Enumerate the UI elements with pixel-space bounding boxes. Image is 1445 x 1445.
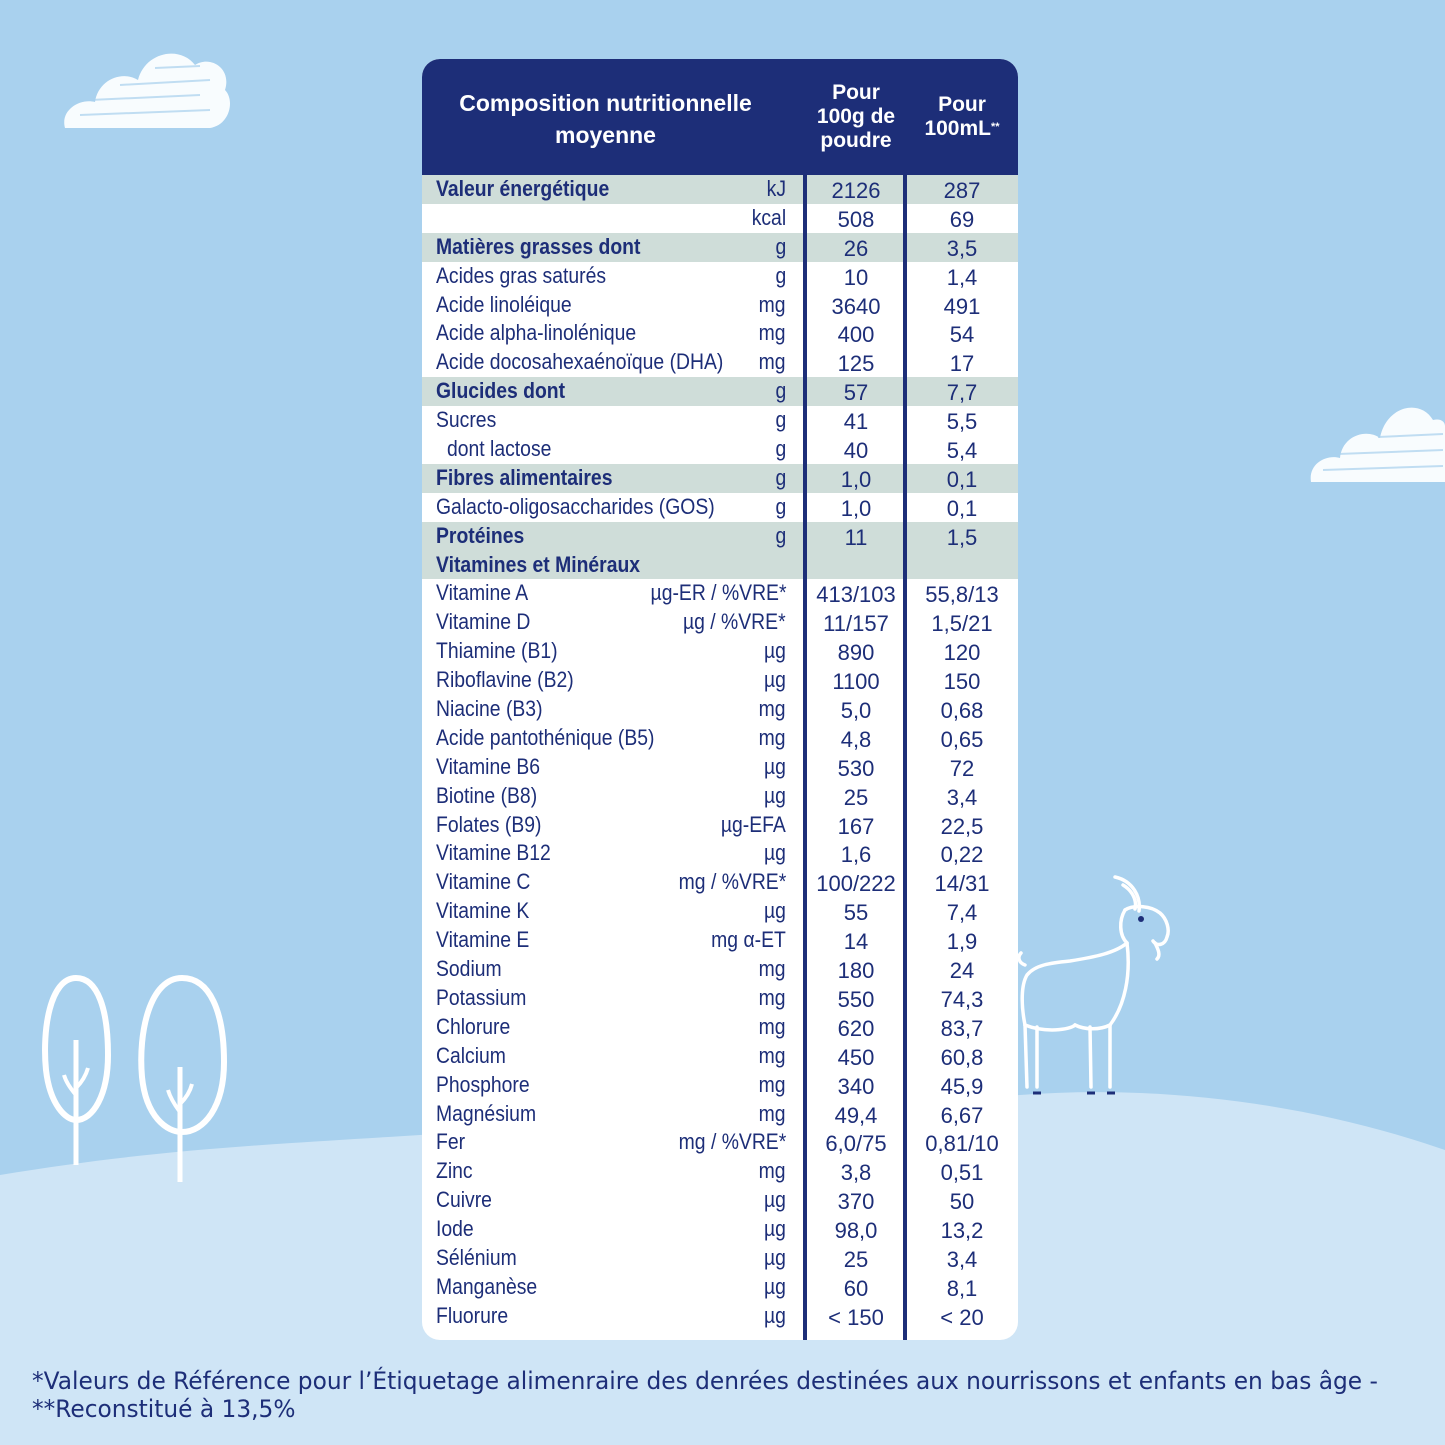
row-unit: µg <box>764 1302 786 1328</box>
table-row <box>422 1302 1018 1331</box>
value-per-100g: 11 <box>844 524 868 550</box>
value-per-100g: 60 <box>843 1275 869 1301</box>
value-per-100ml: 83,7 <box>940 1015 984 1041</box>
value-per-100ml: 3,4 <box>946 1246 978 1272</box>
table-row <box>422 579 1018 608</box>
row-unit: µg / %VRE* <box>683 609 786 635</box>
row-unit: g <box>775 407 786 433</box>
row-label: Calcium <box>436 1042 506 1068</box>
row-label: Acides gras saturés <box>436 262 607 288</box>
table-row <box>422 1215 1018 1244</box>
value-per-100ml: 0,1 <box>946 495 978 521</box>
value-per-100g: 10 <box>843 264 869 290</box>
row-label: Chlorure <box>436 1013 511 1039</box>
row-unit: µg <box>764 782 786 808</box>
value-per-100g: 6,0/75 <box>825 1131 887 1157</box>
row-label: Vitamine A <box>436 580 529 606</box>
row-unit: mg <box>759 724 786 750</box>
row-unit: mg <box>759 320 786 346</box>
value-per-100ml: 0,65 <box>940 726 984 752</box>
table-row <box>422 406 1018 435</box>
row-unit: mg <box>759 696 786 722</box>
value-per-100ml: < 20 <box>940 1304 984 1330</box>
row-label: Manganèse <box>436 1273 538 1299</box>
value-per-100ml: 7,4 <box>946 900 978 926</box>
value-per-100g: 25 <box>843 784 869 810</box>
header-per-100ml-mark: ** <box>990 121 1000 133</box>
row-unit: µg <box>764 1273 786 1299</box>
tree-icon <box>38 970 118 1170</box>
tree-icon <box>132 972 232 1187</box>
table-row <box>422 666 1018 695</box>
row-label: Folates (B9) <box>436 811 542 837</box>
table-row <box>422 493 1018 522</box>
table-row <box>422 1273 1018 1302</box>
table-row <box>422 811 1018 840</box>
row-unit: µg <box>764 1216 786 1242</box>
row-unit: mg <box>759 349 786 375</box>
footnote-line-2: **Reconstitué à 13,5% <box>32 1395 296 1423</box>
row-label: Niacine (B3) <box>436 696 543 722</box>
table-row <box>422 1071 1018 1100</box>
row-label: Acide pantothénique (B5) <box>436 724 655 750</box>
row-unit: mg <box>759 1100 786 1126</box>
table-row <box>422 435 1018 464</box>
table-row <box>422 608 1018 637</box>
value-per-100ml: 3,4 <box>946 784 978 810</box>
table-row <box>422 984 1018 1013</box>
value-per-100g: 41 <box>843 409 869 435</box>
value-per-100ml: 491 <box>943 293 981 319</box>
header-per-100g: Pour 100g de poudre <box>816 81 896 152</box>
header-composition: Composition nutritionnelle moyenne <box>459 90 752 148</box>
row-label: Vitamine B6 <box>436 753 541 779</box>
value-per-100g: 98,0 <box>834 1218 878 1244</box>
table-row <box>422 175 1018 204</box>
row-unit: kcal <box>751 204 786 230</box>
header-per-100ml <box>906 93 1018 141</box>
row-label: Valeur énergétique <box>436 176 610 201</box>
value-per-100ml: 1,9 <box>946 929 978 955</box>
row-label: Acide linoléique <box>436 291 572 317</box>
row-unit: mg <box>759 291 786 317</box>
row-label: Sélénium <box>436 1244 517 1270</box>
value-per-100ml: 150 <box>943 669 981 695</box>
table-row <box>422 868 1018 897</box>
row-label: Vitamine E <box>436 927 530 953</box>
row-unit: mg <box>759 956 786 982</box>
header-per-100ml-label: Pour 100mL <box>924 93 991 140</box>
table-header <box>422 59 1018 175</box>
value-per-100g: 400 <box>837 322 875 348</box>
row-unit: µg <box>764 638 786 664</box>
cloud-icon <box>1308 392 1445 487</box>
value-per-100g: 49,4 <box>834 1102 878 1128</box>
value-per-100g: 413/103 <box>816 582 896 608</box>
row-label: Vitamine C <box>436 869 531 895</box>
table-row <box>422 1244 1018 1273</box>
value-per-100ml: 55,8/13 <box>925 582 999 608</box>
row-unit: g <box>775 233 786 259</box>
row-label: Glucides dont <box>436 378 566 404</box>
table-row <box>422 637 1018 666</box>
row-unit: mg <box>759 1071 786 1097</box>
footnote-line-1: *Valeurs de Référence pour l’Étiquetage alimenraire des denrées destinées aux nourrissons et enfants en bas âge - <box>32 1367 1378 1395</box>
column-divider <box>903 59 907 1340</box>
row-label: Vitamines et Minéraux <box>436 551 641 577</box>
row-label: Acide docosahexaénoïque (DHA) <box>436 349 724 375</box>
value-per-100g: 450 <box>837 1044 875 1070</box>
row-label: Fibres alimentaires <box>436 464 613 490</box>
row-label: Iode <box>436 1216 474 1242</box>
value-per-100g: 890 <box>837 640 875 666</box>
value-per-100g: 340 <box>837 1073 875 1099</box>
row-label: dont lactose <box>447 436 552 462</box>
row-unit: µg <box>764 753 786 779</box>
value-per-100ml: 74,3 <box>940 986 984 1012</box>
row-label: Vitamine B12 <box>436 840 551 866</box>
row-unit: g <box>775 522 786 548</box>
table-row <box>422 1157 1018 1186</box>
value-per-100g: 550 <box>837 986 875 1012</box>
row-label: Fluorure <box>436 1302 509 1328</box>
table-row <box>422 753 1018 782</box>
value-per-100ml: 3,5 <box>946 235 978 261</box>
table-row <box>422 782 1018 811</box>
value-per-100g: 1,6 <box>840 842 872 868</box>
row-label: Protéines <box>436 522 525 548</box>
value-per-100ml: 5,4 <box>946 438 978 464</box>
value-per-100ml: 0,68 <box>940 698 984 724</box>
value-per-100g: 1,0 <box>840 466 872 492</box>
value-per-100g: 530 <box>837 755 875 781</box>
row-unit: µg <box>764 667 786 693</box>
row-label: Cuivre <box>436 1187 492 1213</box>
value-per-100g: 11/157 <box>823 611 889 637</box>
row-label: Thiamine (B1) <box>436 638 558 664</box>
value-per-100ml: 5,5 <box>946 409 978 435</box>
value-per-100ml: 69 <box>949 206 975 232</box>
value-per-100ml: 287 <box>943 178 981 203</box>
value-per-100ml: 45,9 <box>940 1073 984 1099</box>
table-row <box>422 1013 1018 1042</box>
value-per-100ml: 1,5 <box>946 524 978 550</box>
value-per-100g: 508 <box>837 206 875 232</box>
table-row <box>422 464 1018 493</box>
row-unit: mg / %VRE* <box>678 1129 786 1155</box>
row-unit: g <box>775 493 786 519</box>
table-row <box>422 262 1018 291</box>
row-unit: µg <box>764 898 786 924</box>
table-row <box>422 955 1018 984</box>
value-per-100g: 620 <box>837 1015 875 1041</box>
value-per-100g: 167 <box>837 813 875 839</box>
row-unit: g <box>775 262 786 288</box>
value-per-100g: 1,0 <box>840 495 872 521</box>
row-unit: g <box>775 378 786 404</box>
row-label: Sucres <box>436 407 497 433</box>
row-unit: mg α-ET <box>711 927 786 953</box>
table-row <box>422 319 1018 348</box>
value-per-100g: 26 <box>843 235 869 261</box>
table-row <box>422 233 1018 262</box>
value-per-100ml: 0,1 <box>946 466 978 492</box>
value-per-100ml: 24 <box>949 958 975 984</box>
goat-icon <box>1015 875 1175 1100</box>
row-label: Zinc <box>436 1158 473 1184</box>
table-row <box>422 897 1018 926</box>
value-per-100ml: 17 <box>949 351 975 377</box>
table-row <box>422 348 1018 377</box>
row-label: Biotine (B8) <box>436 782 538 808</box>
value-per-100ml: 7,7 <box>946 380 978 406</box>
value-per-100g: 40 <box>843 438 869 464</box>
value-per-100g: 14 <box>843 929 869 955</box>
row-unit: µg <box>764 840 786 866</box>
value-per-100g: 55 <box>843 900 869 926</box>
row-label: Fer <box>436 1129 466 1155</box>
row-label: Vitamine D <box>436 609 531 635</box>
value-per-100g: 5,0 <box>840 698 872 724</box>
value-per-100ml: 0,22 <box>940 842 984 868</box>
row-label: Phosphore <box>436 1071 530 1097</box>
value-per-100ml: 14/31 <box>934 871 990 897</box>
row-unit: mg <box>759 1042 786 1068</box>
row-unit: µg <box>764 1244 786 1270</box>
column-divider <box>803 59 807 1340</box>
row-label: Acide alpha-linolénique <box>436 320 637 346</box>
value-per-100g: 3,8 <box>840 1160 872 1186</box>
table-row <box>422 1100 1018 1129</box>
table-row <box>422 1128 1018 1157</box>
row-unit: g <box>775 464 786 490</box>
table-row <box>422 522 1018 551</box>
table-row <box>422 695 1018 724</box>
footnote <box>32 1367 1390 1423</box>
row-label: Matières grasses dont <box>436 233 641 259</box>
table-row <box>422 1186 1018 1215</box>
table-row <box>422 1042 1018 1071</box>
value-per-100g: 25 <box>843 1246 869 1272</box>
cloud-icon <box>60 40 235 135</box>
value-per-100ml: 13,2 <box>940 1218 984 1244</box>
value-per-100g: 1100 <box>832 669 880 695</box>
row-label: Sodium <box>436 956 502 982</box>
row-unit: µg-ER / %VRE* <box>650 580 786 606</box>
row-unit: µg <box>764 1187 786 1213</box>
table-row <box>422 291 1018 320</box>
value-per-100ml: 60,8 <box>940 1044 984 1070</box>
row-label: Potassium <box>436 984 527 1010</box>
value-per-100g: 100/222 <box>816 871 896 897</box>
value-per-100ml: 1,5/21 <box>931 611 993 637</box>
value-per-100g: 3640 <box>831 293 881 319</box>
row-unit: mg <box>759 1158 786 1184</box>
row-label: Riboflavine (B2) <box>436 667 574 693</box>
value-per-100ml: 120 <box>943 640 981 666</box>
table-row <box>422 551 1018 580</box>
value-per-100ml: 54 <box>949 322 975 348</box>
row-label: Magnésium <box>436 1100 537 1126</box>
table-row <box>422 377 1018 406</box>
table-row <box>422 839 1018 868</box>
value-per-100ml: 1,4 <box>946 264 978 290</box>
row-unit: mg / %VRE* <box>678 869 786 895</box>
value-per-100g: < 150 <box>828 1304 884 1330</box>
row-unit: g <box>775 436 786 462</box>
row-label: Vitamine K <box>436 898 530 924</box>
value-per-100ml: 50 <box>949 1189 975 1215</box>
value-per-100ml: 8,1 <box>946 1275 978 1301</box>
value-per-100ml: 0,81/10 <box>925 1131 999 1157</box>
value-per-100g: 4,8 <box>840 726 872 752</box>
value-per-100g: 125 <box>837 351 875 377</box>
value-per-100g: 57 <box>843 380 869 406</box>
value-per-100g: 370 <box>837 1189 875 1215</box>
row-unit: mg <box>759 1013 786 1039</box>
row-unit: kJ <box>766 176 786 201</box>
table-row <box>422 926 1018 955</box>
nutrition-table <box>422 59 1018 1340</box>
row-label: Galacto-oligosaccharides (GOS) <box>436 493 715 519</box>
value-per-100g: 180 <box>837 958 875 984</box>
row-unit: mg <box>759 984 786 1010</box>
value-per-100ml: 6,67 <box>940 1102 984 1128</box>
value-per-100ml: 22,5 <box>940 813 984 839</box>
table-row <box>422 204 1018 233</box>
value-per-100g: 2126 <box>831 178 881 203</box>
table-row <box>422 724 1018 753</box>
row-unit: µg-EFA <box>721 811 786 837</box>
value-per-100ml: 0,51 <box>940 1160 984 1186</box>
table-body <box>422 175 1018 1331</box>
value-per-100ml: 72 <box>949 755 975 781</box>
